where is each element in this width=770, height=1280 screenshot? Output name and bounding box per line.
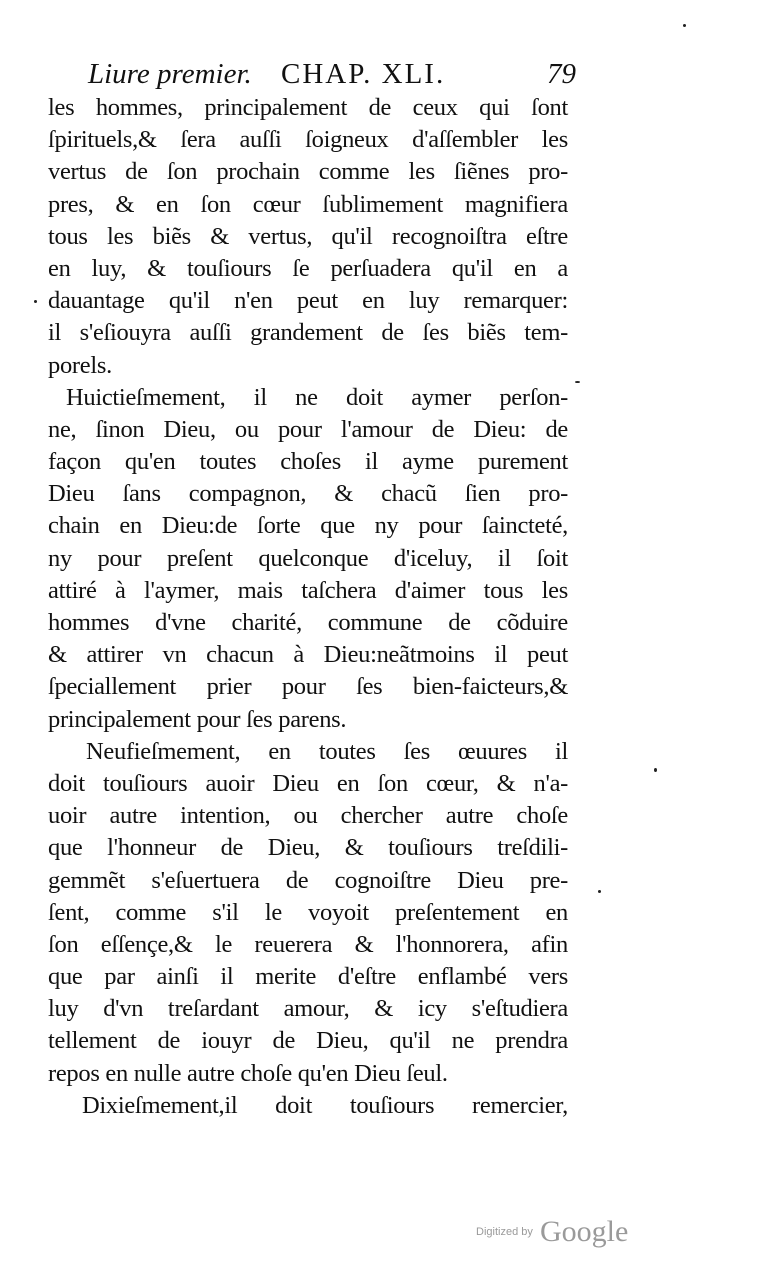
text-line: doit touſiours auoir Dieu en ſon cœur, & n'a- <box>48 769 568 797</box>
scan-speck <box>598 890 601 893</box>
text-line: repos en nulle autre choſe qu'en Dieu ſeul. <box>48 1059 448 1087</box>
text-line: luy d'vn treſardant amour, & icy s'eſtudiera <box>48 995 568 1023</box>
text-line: dauantage qu'il n'en peut en luy remarquer: <box>48 287 568 315</box>
text-line: tous les biẽs & vertus, qu'il recognoiſtra eſtre <box>48 222 568 250</box>
text-line: gemmẽt s'eſuertuera de cognoiſtre Dieu pre- <box>48 866 568 894</box>
text-line: attiré à l'aymer, mais taſchera d'aimer tous les <box>48 576 568 604</box>
text-line: que par ainſi il merite d'eſtre enflambé vers <box>48 963 568 991</box>
scan-speck <box>34 300 37 303</box>
running-title: Liure premier. <box>88 58 252 90</box>
scan-speck <box>654 768 657 772</box>
text-line: tellement de iouyr de Dieu, qu'il ne prendra <box>48 1027 568 1055</box>
scan-speck <box>683 24 686 27</box>
text-line: uoir autre intention, ou chercher autre choſe <box>48 802 568 830</box>
text-line: en luy, & touſiours ſe perſuadera qu'il en a <box>48 254 568 282</box>
paragraph-start-line: Neufieſmement, en toutes ſes œuures il <box>86 737 568 765</box>
text-line: porels. <box>48 351 112 379</box>
text-line: pres, & en ſon cœur ſublimement magnifiera <box>48 190 568 218</box>
scan-speck <box>575 381 580 383</box>
body-text <box>48 92 568 1122</box>
text-line: principalement pour ſes parens. <box>48 705 347 733</box>
text-line: ne, ſinon Dieu, ou pour l'amour de Dieu: de <box>48 415 568 443</box>
text-line: que l'honneur de Dieu, & touſiours treſdili- <box>48 834 568 862</box>
text-line: hommes d'vne charité, commune de cõduire <box>48 609 568 636</box>
text-line: & attirer vn chacun à Dieu:neãtmoins il peut <box>48 641 568 669</box>
text-line: ſon eſſençe,& le reuerera & l'honnorera, afin <box>48 930 568 958</box>
chapter-heading: CHAP. XLI. <box>281 58 446 90</box>
text-line: ſent, comme s'il le voyoit preſentement en <box>48 898 568 926</box>
paragraph-start-line: Huictieſmement, il ne doit aymer perſon- <box>66 383 568 411</box>
text-line: il s'eſiouyra auſſi grandement de ſes biẽs tem- <box>48 319 568 347</box>
text-line: ſpirituels,& ſera auſſi ſoigneux d'aſſembler les <box>48 126 568 154</box>
text-line: Dieu ſans compagnon, & chacũ ſien pro- <box>48 480 568 508</box>
page-header <box>88 50 578 96</box>
paragraph-start-line: Dixieſmement,il doit touſiours remercier, <box>82 1091 568 1119</box>
text-line: chain en Dieu:de ſorte que ny pour ſaincteté, <box>48 512 568 540</box>
text-line: ny pour preſent quelconque d'iceluy, il ſoit <box>48 544 568 572</box>
digitization-watermark <box>476 1215 628 1249</box>
text-line: vertus de ſon prochain comme les ſiẽnes pro- <box>48 158 568 186</box>
text-line: façon qu'en toutes choſes il ayme purement <box>48 448 568 476</box>
page-number: 79 <box>547 58 576 90</box>
text-line: les hommes, principalement de ceux qui ſont <box>48 94 568 121</box>
text-line: ſpeciallement prier pour ſes bien-faicteurs,& <box>48 673 568 701</box>
watermark-brand: Google <box>539 1215 629 1248</box>
watermark-prefix: Digitized by <box>476 1226 533 1238</box>
